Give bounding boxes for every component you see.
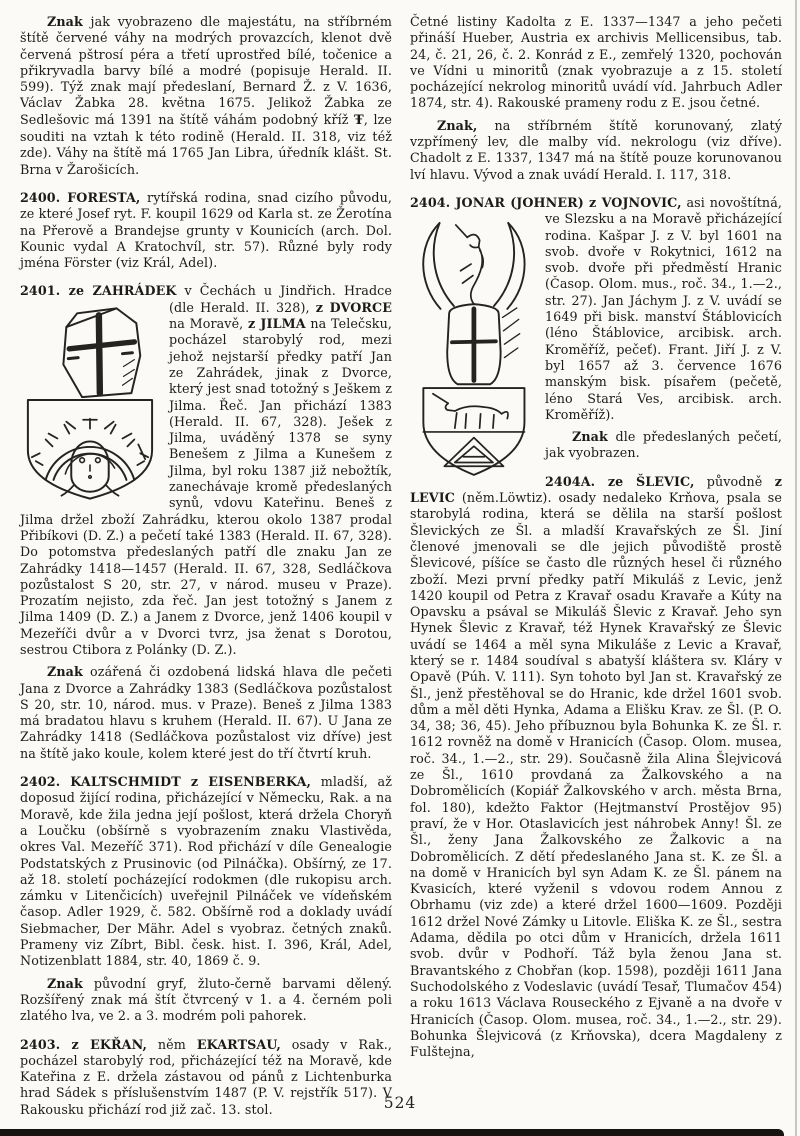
body-text: jak vyobrazeno dle majestátu, na stříbrném štítě červené váhy na modrých provazcích, klenot dvě červená pštrosí péra a třetí uprostřed bílé, točenice a přikryvadla barvy bílé a modré (popisuje Herald. II. 599). Týž znak mají předeslaní, Bernard Ž. z V. 1636, Václav Žabka 28. května 1675. Jelikož Žabka ze Sedlešovic má 1391 na štítě váhám podobný kříž [20, 14, 392, 127]
subheading-z-levic: z LEVIC [410, 473, 782, 506]
lead-word-znak: Znak [47, 14, 83, 29]
jonar-coat-of-arms-illustration [410, 215, 534, 481]
entry-heading: 2401. ze ZAHRÁDEK [20, 283, 177, 299]
entry-2401-ze-zahradek [20, 283, 392, 658]
body-text: původně [694, 473, 775, 489]
lead-word-znak: Znak [47, 664, 83, 680]
znak-paragraph-zahradek [20, 664, 392, 762]
body-text: Četné listiny Kadolta z E. 1337—1347 a jeho pečeti přináší Hueber, Austria ex archivis Mellicensibus, tab. 24, č. 21, 26, č. 2. Konrád z E., zemřelý 1320, pochován ve Vídni u minoritů (znak vyobrazuje a z 15. století pocházející nekrolog minoritů uvádí víd. Jahrbuch Adler 1874, str. 4). Rakouské prameny rodu z E. jsou četné. [410, 14, 782, 111]
body-text: původní gryf, žluto-černě barvami dělený. Rozšířený znak má štít čtvrcený v 1. a 4. černém poli zlatého lva, ve 2. a 3. modrém poli pahorek. [20, 975, 392, 1024]
entry-2404a-ze-slevic [410, 474, 782, 1061]
subheading-z-jilma: z JILMA [248, 316, 306, 332]
entry-heading: 2403. z EKŘAN, [20, 1036, 147, 1052]
lead-word-znak: Znak [572, 429, 608, 445]
body-text: v Čechách u Jindřich. Hradce [176, 283, 392, 299]
entry-heading: 2404. JONAR (JOHNER) z VOJNOVIC, [410, 194, 682, 210]
body-text: na Telečsku, pocházel starobylý rod, mezi jehož nejstarší předky patří Jan ze Zahrádek, jinak z Dvorce, který jest snad totožný s Ješkem z Jilma. Řeč. Jan přichází 1383 (Herald. II. 67, 328). Ješek z Jilma, uváděný 1378 se syny Benešem z Jilma a Kunešem z Jilma, byl roku 1387 již nebožtík, zanechávaje kromě předeslaných synů, vdovu Kateřinu. Beneš z Jilma držel zboží Zahrádku, kterou okolo 1387 prodal Přibíkovi (D. Z.) a pečetí také 1383 (Herald. II. 67, 328). Do potomstva předeslaných patří dle znaku Jan ze Zahrádky 1418—1457 (Herald. II. 67, 328, Sedláčkova pozůstalost S 20, str. 27, v národ. museu v Praze). Prozatím nejisto, zda řeč. Jan jest totožný s Janem z Jilma 1409 (D. Z.) a Janem z Dvorce, jenž 1406 koupil v Mezeříči dvůr a v Dvorci tvrz, jsa ženat s Dorotou, sestrou Ctibora z Polánky (D. Z.). [20, 316, 392, 657]
body-text: ozářená či ozdobená lidská hlava dle pečeti Jana z Dvorce a Zahrádky 1383 (Sedláčkova pozůstalost S 20, str. 10, národ. mus. v Praze). Beneš z Jilma 1383 má bradatou hlavu s kruhem (Herald. II. 67). U Jana ze Zahrádky 1418 (Sedláčkova pozůstalost viz dříve) jest na štítě jako koule, kolem které jest do tří čtvrtí kruh. [20, 664, 392, 761]
subheading-ekartsau: EKARTSAU, [196, 1036, 281, 1052]
entry-2402-kaltschmidt [20, 774, 392, 970]
entry-heading: 2400. FORESTA, [20, 189, 141, 205]
lead-word-znak: Znak, [437, 117, 478, 133]
lead-word-znak: Znak [47, 975, 83, 991]
body-text: na stříbrném štítě korunovaný, zlatý vzpřímený lev, dle malby víd. nekrologu (viz dříve). Chadolt z E. 1337, 1347 má na štítě pouze korunovanou lví hlavu. Vývod a znak uvádí Herald. I. 117, 318. [410, 117, 782, 182]
entry-heading: 2402. KALTSCHMIDT z EISENBERKA, [20, 774, 312, 790]
body-text: , lze souditi na vztah k této rodině (Herald. II. 318, viz též zde). Váhy na štítě má 1765 Jan Libra, úředník klášt. St. Brna v Žarošicích. [20, 111, 392, 177]
entry-2400-foresta [20, 190, 392, 271]
cross-symbol-glyph: Ŧ [354, 112, 364, 128]
scan-right-edge-line [795, 0, 797, 1136]
two-column-text-block [20, 14, 782, 1124]
scan-bottom-edge-shadow [0, 1129, 784, 1136]
znak-paragraph-ekran [410, 118, 782, 183]
body-text: novoštítná, ve Slezsku a na Moravě přicházející rodina. Kašpar J. z V. byl 1601 na svob. dvoře v Rokytnici, 1612 na svob. dvoře při předměstí Hranic (Časop. Olom. mus., roč. 34., 1.—2., str. 27). Jan Jáchym J. z V. uvádí se 1649 při bisk. manství Štáblovicích (léno Štáblovice, arcibisk. arch. Kroměříž, pečeť). Frant. Jiří J. z V. byl 1657 až 3. července 1676 manským bisk. písařem (pečetě, léno Stará Ves, arcibisk. arch. Kroměříž). [545, 194, 783, 422]
body-text: rytířská rodina, snad cizího původu, ze které Josef ryt. F. koupil 1629 od Karla st. ze Žerotína na Přerově a Brandejse grunty v Kounicích (arch. Dol. Kounic vydal A Kratochvíl, str. 57). Různé byly rody jména Förster (viz Král, Adel). [20, 189, 392, 271]
body-text: asi [681, 194, 710, 210]
body-text: (něm.Löwtiz). osady nedaleko Krňova, psala se starobylá rodina, která se dělila na starší pošlost Šlevických ze Šl. a mladší Kravařských ze Šl. Jiní členové jmenovali se dle jejich původiště prostě Šlevicové, píšíce se často dle různých hesel či různého zboží. Mezi první předky patří Mikuláš z Levic, jenž 1420 koupil od Petra z Kravař osadu Kravaře a Kúty na Opavsku a psával se Mikuláš Šlevic z Kravař. Jeho syn Hynek Šlevic z Kravař, též Hynek Kravařský ze Šlevic uvádí se 1464 a měl syna Mikuláše z Levic a Kravař, který se r. 1484 soudíval s abatyší kláštera sv. Kláry v Opavě (Púh. V. 111). Syn tohoto byl Jan st. Kravařský ze Šl., jenž přestěhoval se do Hranic, kde držel 1601 svob. dům a měl děti Hynka, Adama a Elišku Krav. ze Šl. (P. O. 34, 38; 36, 45). Jeho příbuznou byla Bohunka K. ze Šl. r. 1612 rovněž na domě v Hranicích (Časop. Olom. musea, roč. 34., 1.—2., str. 29). Současně žila Alina Šlejvicová ze Šl., 1610 provdaná za Žalkovského a na Dobromělicích (Kopiář Žalkovského v arch. města Brna, fol. 180), kdežto Faktor (Hejtmanství Prostějov 95) praví, že v Hor. Otaslavicích jest náhrobek Anny! Šl. ze Šl., ženy Jana Žalkovského ze Žalkovic a na Dobromělicích. Z dětí předeslaného Jana st. K. ze Šl. a na domě v Hranicích byl syn Adam K. ze Šl. pánem na Kvasicích, které vyženil s vdovou rodem Annou z Obrhamu (viz zde) a které držel 1600—1609. Později 1612 držel Nové Zámky u Litovle. Eliška K. ze Šl., sestra Adama, dědila po otci dům v Hranicích, držela 1611 svob. dvůr v Podhoří. Táž byla ženou Jana st. Bravantského z Chobřan (kop. 1598), později 1611 Jana Suchodolského z Vodeslavic (uvádí Tesař, Tlumačov 454) a roku 1613 Václava Rouseckého z Ejvaně a na dvoře v Hranicích (Časop. Olom. musea, roč. 34., 1.—2., str. 29). Bohunka Šlejvicová (z Krňovska), dcera Magdaleny z Fulštejna, [410, 490, 782, 1060]
entry-2404-jonar [410, 195, 782, 423]
page-number: 524 [383, 1094, 417, 1112]
entry-heading: 2404A. ze ŠLEVIC, [545, 473, 695, 489]
zahradek-coat-of-arms-illustration [20, 304, 158, 502]
znak-paragraph-kaltschmidt [20, 976, 392, 1025]
body-text: mladší, až doposud žijící rodina, přicházející v Německu, Rak. a na Moravě, kde žila jedna její pošlost, která držela Choryň a Loučku (obšírně s vyobrazením znaku Vlastivěda, okres Val. Mezeříč 371). Rod přichází v díle Genealogie Podstatských z Prusinovic (od Pilnáčka). Obšírný, ze 17. až 18. století pocházející rodokmen (dle rukopisu arch. zámku v Litenčicích) uveřejnil Pilnáček ve vídeňském časop. Adler 1929, č. 582. Obšírně rod a doklady uvádí Siebmacher, Der Mähr. Adel s vyobraz. četných znaků. Prameny viz Zíbrt, Bibl. česk. hist. I. 396, Král, Adel, Notizenblatt 1884, str. 40, 1869 č. 9. [20, 774, 392, 969]
body-text: něm [147, 1036, 197, 1052]
body-text: na Moravě, [169, 316, 249, 332]
body-text: (dle Herald. II. 328), [169, 299, 316, 315]
znak-paragraph-zabka [20, 14, 392, 178]
subheading-z-dvorce: z DVORCE [315, 299, 392, 315]
body-text: dle předeslaných pečetí, jak vyobrazen. [545, 429, 782, 461]
right-column [410, 14, 782, 1124]
left-column [20, 14, 392, 1124]
body-text: osady v Rak., pocházel starobylý rod, přicházející též na Moravě, kde Kateřina z E. držela zástavou od pánů z Lichtenburka hrad Sádek s příslušenstvím 1487 (P. V. rejstřík 517). V Rakousku přichází rod již zač. 13. stol. [20, 1036, 392, 1117]
continuation-paragraph-ekran [410, 14, 782, 112]
